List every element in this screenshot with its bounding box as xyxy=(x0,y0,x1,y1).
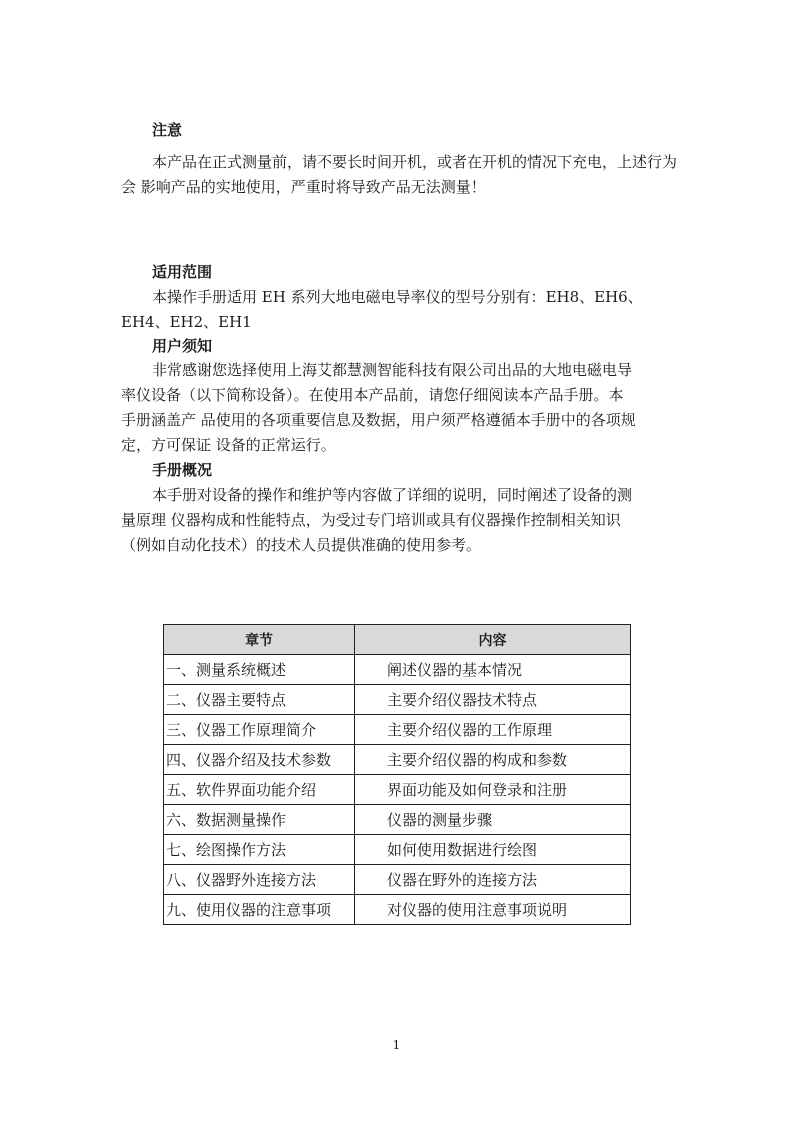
user-notes-line: 非常感谢您选择使用上海艾都慧测智能科技有限公司出品的大地电磁电导 xyxy=(152,361,633,379)
column-header-chapter: 章节 xyxy=(164,625,355,655)
chapter-cell: 七、绘图操作方法 xyxy=(164,835,355,865)
chapter-cell: 六、数据测量操作 xyxy=(164,805,355,835)
overview-line: （例如自动化技术）的技术人员提供准确的使用参考。 xyxy=(121,536,482,554)
table-row xyxy=(164,805,631,835)
notice-heading: 注意 xyxy=(152,121,183,139)
content-cell: 主要介绍仪器的构成和参数 xyxy=(355,745,631,775)
content-cell: 如何使用数据进行绘图 xyxy=(355,835,631,865)
content-cell: 仪器在野外的连接方法 xyxy=(355,865,631,895)
chapter-cell: 二、仪器主要特点 xyxy=(164,685,355,715)
user-notes-line: 手册涵盖产 品使用的各项重要信息及数据，用户须严格遵循本手册中的各项规 xyxy=(121,411,636,429)
chapter-cell: 四、仪器介绍及技术参数 xyxy=(164,745,355,775)
chapter-cell: 九、使用仪器的注意事项 xyxy=(164,895,355,925)
overview-line: 本手册对设备的操作和维护等内容做了详细的说明，同时阐述了设备的测 xyxy=(152,486,633,504)
table-row xyxy=(164,865,631,895)
scope-line: EH4、EH2、EH1 xyxy=(121,313,252,331)
chapter-cell: 八、仪器野外连接方法 xyxy=(164,865,355,895)
scope-heading: 适用范围 xyxy=(152,263,213,281)
content-cell: 主要介绍仪器技术特点 xyxy=(355,685,631,715)
chapter-cell: 五、软件界面功能介绍 xyxy=(164,775,355,805)
column-header-content: 内容 xyxy=(355,625,631,655)
scope-line: 本操作手册适用 EH 系列大地电磁电导率仪的型号分别有：EH8、EH6、 xyxy=(152,288,643,306)
chapter-table xyxy=(163,624,631,925)
table-row xyxy=(164,835,631,865)
overview-heading: 手册概况 xyxy=(152,461,213,479)
content-cell: 界面功能及如何登录和注册 xyxy=(355,775,631,805)
user-notes-heading: 用户须知 xyxy=(152,337,213,355)
user-notes-line: 率仪设备（以下简称设备）。在使用本产品前，请您仔细阅读本产品手册。本 xyxy=(121,386,624,404)
table-row xyxy=(164,895,631,925)
table-row xyxy=(164,655,631,685)
chapter-cell: 三、仪器工作原理简介 xyxy=(164,715,355,745)
content-cell: 阐述仪器的基本情况 xyxy=(355,655,631,685)
page-number: 1 xyxy=(392,1038,401,1052)
content-cell: 主要介绍仪器的工作原理 xyxy=(355,715,631,745)
content-cell: 仪器的测量步骤 xyxy=(355,805,631,835)
table-header-row xyxy=(164,625,631,655)
table-row xyxy=(164,745,631,775)
table-row xyxy=(164,685,631,715)
table-row xyxy=(164,775,631,805)
overview-line: 量原理 仪器构成和性能特点，为受过专门培训或具有仪器操作控制相关知识 xyxy=(121,511,621,529)
content-cell: 对仪器的使用注意事项说明 xyxy=(355,895,631,925)
notice-line: 本产品在正式测量前，请不要长时间开机，或者在开机的情况下充电，上述行为 xyxy=(152,153,678,171)
chapter-cell: 一、测量系统概述 xyxy=(164,655,355,685)
user-notes-line: 定，方可保证 设备的正常运行。 xyxy=(121,436,336,454)
notice-line: 会 影响产品的实地使用，严重时将导致产品无法测量！ xyxy=(121,178,486,196)
table-row xyxy=(164,715,631,745)
